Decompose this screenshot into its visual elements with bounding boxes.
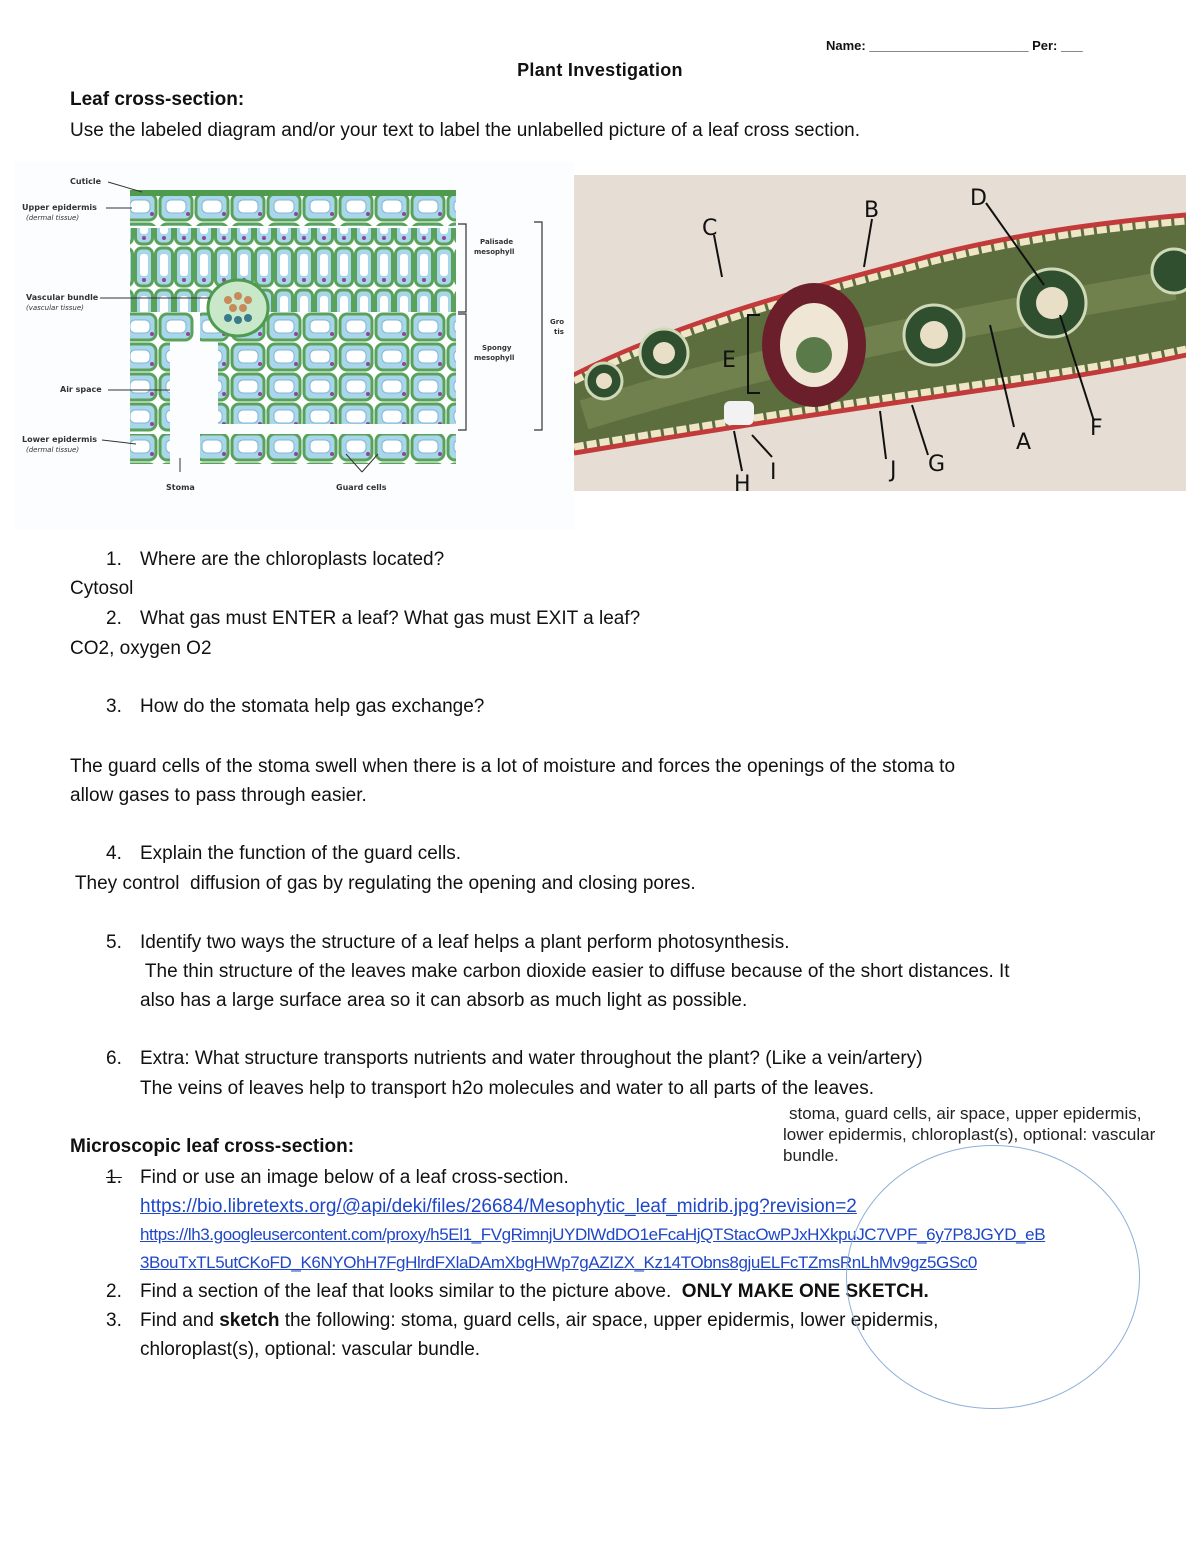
question-4: 4. Explain the function of the guard cells.	[106, 843, 462, 864]
name-label: Name:	[826, 38, 866, 53]
vascular-bundle-3	[904, 305, 964, 365]
question-3: 3. How do the stomata help gas exchange?	[106, 696, 485, 717]
link-googleusercontent-line-1[interactable]: https://lh3.googleusercontent.com/proxy/h5El1_FVgRimnjUYDlWdDO1eFcaHjQTStacOwPJxHXkpuJC7VPF_6y7P8JGYD_eB	[140, 1225, 1046, 1244]
lower-epidermis-right	[200, 434, 456, 464]
micrograph-svg	[574, 175, 1186, 491]
letter-i: I	[770, 460, 777, 485]
vascular-bundle-5	[1152, 249, 1186, 293]
letter-g: G	[928, 452, 946, 477]
per-blank[interactable]: ___	[1060, 38, 1083, 53]
per-label: Per:	[1032, 38, 1058, 53]
section-instruction: Use the labeled diagram and/or your text to label the unlabelled picture of a leaf cross section.	[70, 120, 861, 141]
label-palisade-2: mesophyll	[474, 248, 515, 256]
label-lower-epidermis: Lower epidermis	[22, 435, 97, 444]
vascular-bundle-2	[640, 329, 688, 377]
letter-h: H	[734, 472, 751, 491]
micro-item-3-line-2: chloroplast(s), optional: vascular bundle.	[140, 1339, 481, 1360]
labeled-leaf-diagram	[14, 162, 574, 530]
answer-3-line-2[interactable]: allow gases to pass through easier.	[70, 785, 367, 806]
stoma-gap	[724, 401, 754, 425]
upper-epidermis-layer	[130, 196, 456, 226]
page-title: Plant Investigation	[517, 60, 683, 80]
name-per-line	[826, 38, 1083, 53]
vascular-bundle-4	[1018, 269, 1086, 337]
label-ground-1: Gro	[550, 318, 565, 326]
letter-f: F	[1090, 416, 1103, 441]
answer-6[interactable]: The veins of leaves help to transport h2o molecules and water to all parts of the leaves.	[140, 1078, 875, 1099]
micro-item-1: 1. Find or use an image below of a leaf cross-section.	[106, 1167, 569, 1188]
name-blank[interactable]: ______________________	[869, 38, 1029, 53]
lower-epidermis-left	[130, 434, 170, 464]
answer-5-line-1[interactable]: The thin structure of the leaves make carbon dioxide easier to diffuse because of the short distances. It	[140, 961, 1010, 982]
letter-j: J	[890, 458, 897, 483]
label-vascular-bundle-sub: (vascular tissue)	[26, 304, 84, 312]
label-guard-cells: Guard cells	[336, 483, 387, 492]
label-vascular-bundle: Vascular bundle	[26, 293, 99, 302]
label-lower-epidermis-sub: (dermal tissue)	[26, 446, 80, 454]
answer-4[interactable]: They control diffusion of gas by regulating the opening and closing pores.	[70, 873, 696, 894]
letter-b: B	[864, 198, 880, 223]
only-one-sketch-emphasis: ONLY MAKE ONE SKETCH.	[681, 1281, 929, 1302]
letter-d: D	[970, 186, 987, 211]
label-upper-epidermis: Upper epidermis	[22, 203, 97, 212]
vascular-bundle-shape	[208, 280, 268, 336]
vascular-bundle-1	[586, 363, 622, 399]
note-line-3: bundle.	[783, 1146, 839, 1165]
section-heading-leaf-cross-section: Leaf cross-section:	[70, 89, 245, 110]
air-space-gap	[170, 342, 218, 432]
label-stoma: Stoma	[166, 483, 195, 492]
micro-item-3: 3. Find and sketch the following: stoma, guard cells, air space, upper epidermis, lower epidermis,	[106, 1310, 939, 1331]
label-cuticle: Cuticle	[70, 177, 102, 186]
label-palisade-1: Palisade	[480, 238, 514, 246]
answer-2[interactable]: CO2, oxygen O2	[70, 638, 212, 659]
link-libretexts[interactable]: https://bio.libretexts.org/@api/deki/files/26684/Mesophytic_leaf_midrib.jpg?revision=2	[140, 1196, 857, 1217]
label-air-space: Air space	[60, 385, 102, 394]
note-line-2: lower epidermis, chloroplast(s), optional: vascular	[783, 1125, 1156, 1144]
label-ground-2: tis	[554, 328, 564, 336]
section-heading-microscopic: Microscopic leaf cross-section:	[70, 1136, 355, 1157]
question-2: 2. What gas must ENTER a leaf? What gas must EXIT a leaf?	[106, 608, 641, 629]
answer-1[interactable]: Cytosol	[70, 578, 134, 599]
answer-5-line-2[interactable]: also has a large surface area so it can absorb as much light as possible.	[140, 990, 748, 1011]
answer-3-line-1[interactable]: The guard cells of the stoma swell when there is a lot of moisture and forces the openings of the stoma to	[70, 756, 956, 777]
vascular-bundle-midrib	[762, 283, 866, 407]
note-line-1: stoma, guard cells, air space, upper epidermis,	[789, 1104, 1142, 1123]
micro-item-2: 2. Find a section of the leaf that looks similar to the picture above. ONLY MAKE ONE SKETCH.	[106, 1281, 929, 1302]
leaf-diagram-svg	[14, 162, 574, 530]
question-5: 5. Identify two ways the structure of a leaf helps a plant perform photosynthesis.	[106, 932, 790, 953]
cuticle-layer	[130, 190, 456, 196]
leaf-micrograph	[574, 175, 1186, 491]
question-6: 6. Extra: What structure transports nutrients and water throughout the plant? (Like a vein/artery)	[106, 1048, 923, 1069]
question-1: 1. Where are the chloroplasts located?	[106, 549, 445, 570]
palisade-layer	[130, 228, 456, 312]
label-spongy-1: Spongy	[482, 344, 512, 352]
label-spongy-2: mesophyll	[474, 354, 515, 362]
letter-a: A	[1016, 430, 1032, 455]
letter-c: C	[702, 216, 718, 241]
sketch-circle[interactable]	[846, 1145, 1140, 1409]
label-upper-epidermis-sub: (dermal tissue)	[26, 214, 80, 222]
letter-e: E	[722, 348, 736, 373]
link-googleusercontent-line-2[interactable]: 3BouTxTL5utCKoFD_K6NYOhH7FgHlrdFXlaDAmXbgHWp7gAZIZX_Kz14TObns8gjuELFcTZmsRnLhMv9gz5GSc0	[140, 1253, 977, 1272]
